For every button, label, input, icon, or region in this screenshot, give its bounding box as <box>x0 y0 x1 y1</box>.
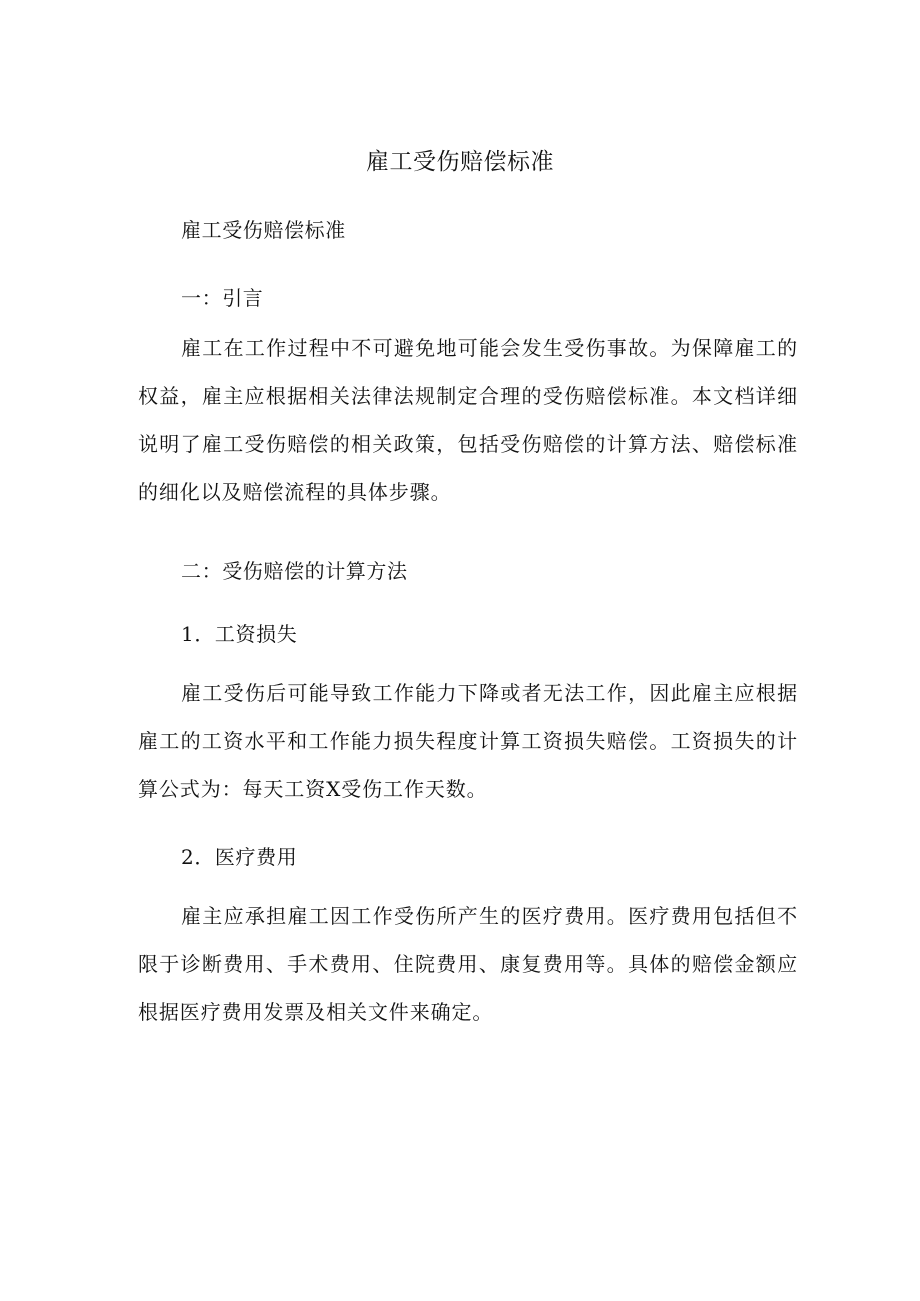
section-heading-introduction: 一：引言 <box>181 286 264 310</box>
medical-expenses-paragraph: 雇主应承担雇工因工作受伤所产生的医疗费用。医疗费用包括但不限于诊断费用、手术费用、住院费用、康复费用等。具体的赔偿金额应根据医疗费用发票及相关文件来确定。 <box>138 904 798 1024</box>
section-heading-calculation: 二：受伤赔偿的计算方法 <box>181 559 408 583</box>
document-title: 雇工受伤赔偿标准 <box>366 149 554 175</box>
subsection-heading-medical-expenses: 2．医疗费用 <box>181 845 298 869</box>
subsection-heading-wage-loss: 1．工资损失 <box>181 622 298 646</box>
introduction-paragraph: 雇工在工作过程中不可避免地可能会发生受伤事故。为保障雇工的权益，雇主应根据相关法律法规制定合理的受伤赔偿标准。本文档详细说明了雇工受伤赔偿的相关政策，包括受伤赔偿的计算方法、赔偿标准的细化以及赔偿流程的具体步骤。 <box>138 336 798 504</box>
document-subtitle: 雇工受伤赔偿标准 <box>181 218 346 242</box>
wage-loss-paragraph: 雇工受伤后可能导致工作能力下降或者无法工作，因此雇主应根据雇工的工资水平和工作能力损失程度计算工资损失赔偿。工资损失的计算公式为：每天工资X受伤工作天数。 <box>138 681 798 801</box>
